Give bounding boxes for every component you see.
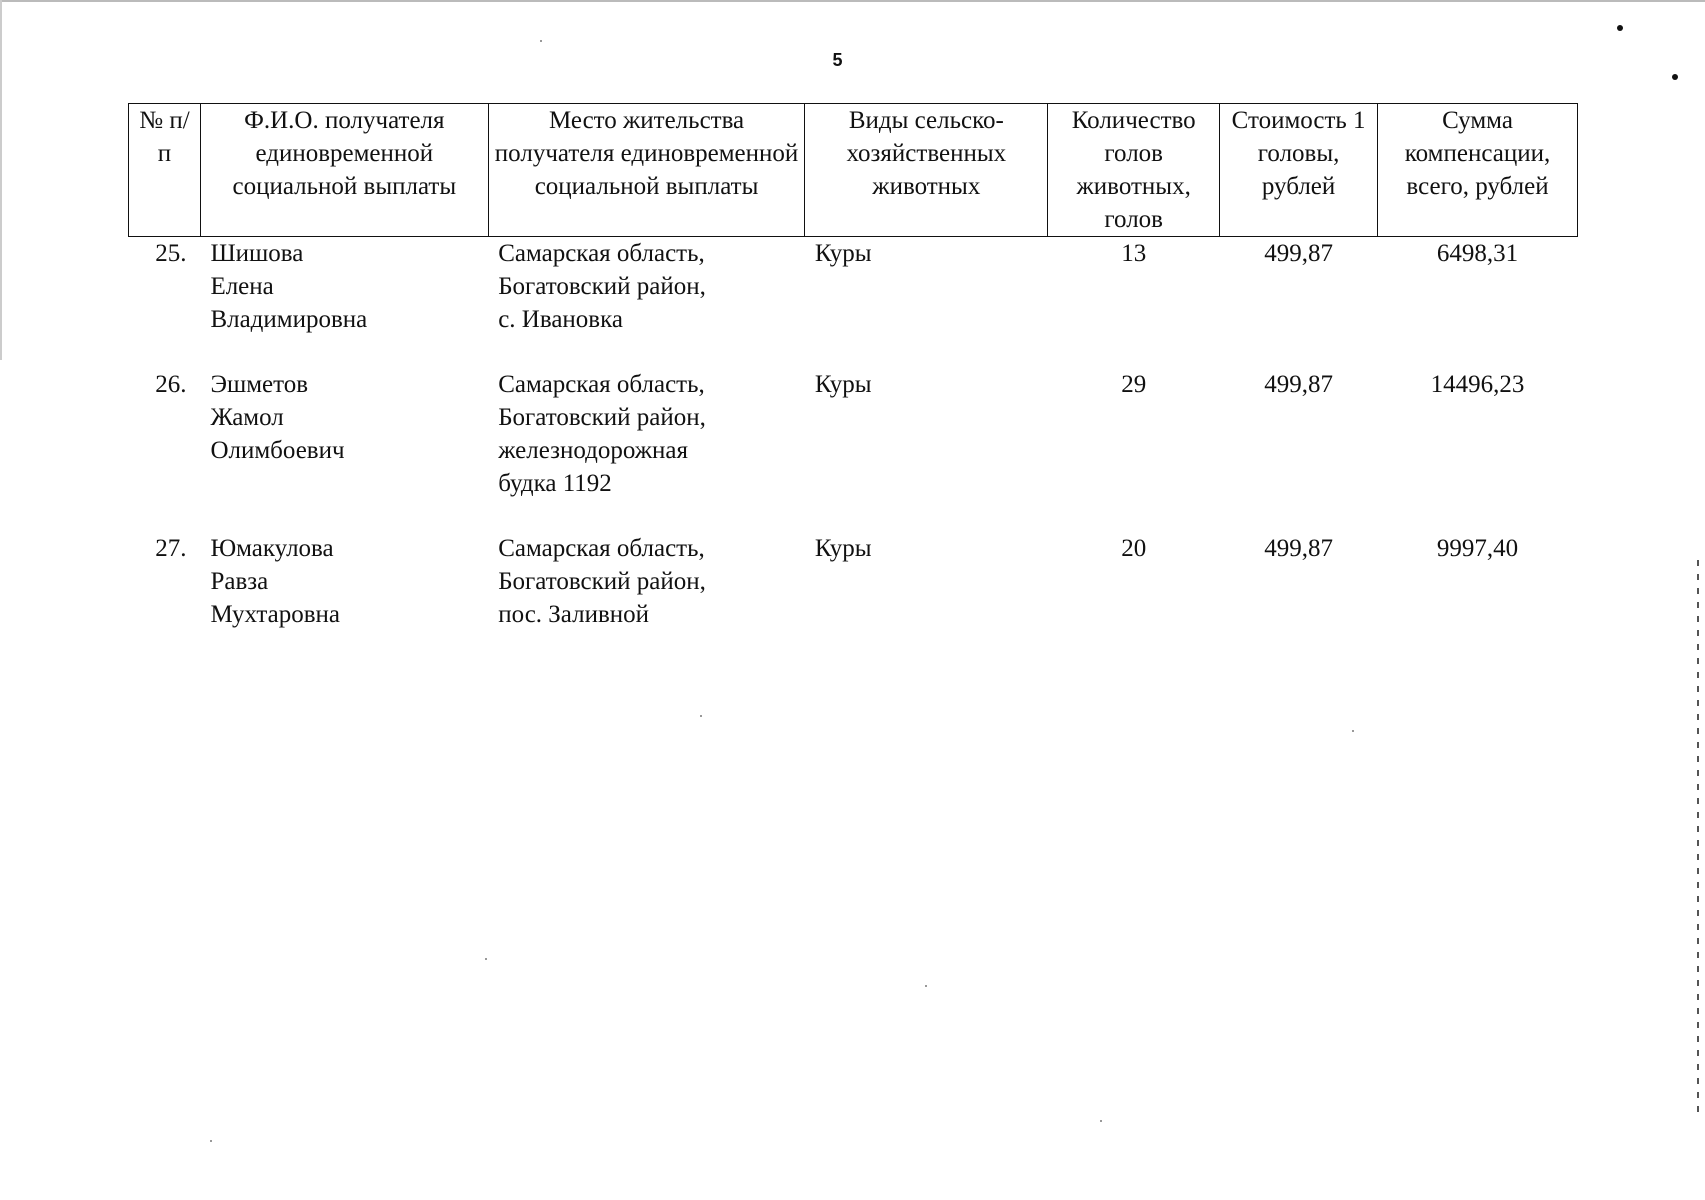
table-row bbox=[129, 368, 1578, 532]
residence-line: Богатовский район, bbox=[498, 568, 706, 595]
residence-line: железнодорожная bbox=[498, 437, 688, 464]
animal-kind: Куры bbox=[814, 535, 872, 562]
scan-dot bbox=[1672, 74, 1678, 80]
header-num: № п/п bbox=[129, 104, 201, 237]
scan-dot bbox=[1617, 25, 1623, 31]
recipient-name bbox=[200, 532, 488, 663]
compensation-sum: 6498,31 bbox=[1436, 240, 1519, 267]
residence-line: пос. Заливной bbox=[498, 601, 650, 628]
residence-line: Самарская область, bbox=[498, 371, 705, 398]
header-count: Количество голов животных, голов bbox=[1048, 104, 1220, 237]
compensation-sum: 14496,23 bbox=[1430, 371, 1525, 398]
animal-count: 13 bbox=[1121, 240, 1147, 267]
residence-line: Богатовский район, bbox=[498, 404, 706, 431]
residence-line: с. Ивановка bbox=[498, 306, 623, 333]
scan-speck bbox=[1352, 730, 1354, 732]
header-kind: Виды сельско-хозяйственных животных bbox=[805, 104, 1048, 237]
animal-count: 29 bbox=[1121, 371, 1147, 398]
name-line: Елена bbox=[210, 273, 274, 300]
unit-price: 499,87 bbox=[1264, 535, 1333, 562]
recipient-name bbox=[200, 237, 488, 369]
compensation-sum: 9997,40 bbox=[1436, 535, 1519, 562]
name-line: Олимбоевич bbox=[210, 437, 345, 464]
animal-kind: Куры bbox=[814, 371, 872, 398]
table-row bbox=[129, 532, 1578, 663]
name-line: Владимировна bbox=[210, 306, 368, 333]
table-header-row bbox=[129, 104, 1578, 237]
scan-speck bbox=[210, 1140, 212, 1142]
residence bbox=[488, 532, 805, 663]
table-row bbox=[129, 237, 1578, 369]
residence-line: Богатовский район, bbox=[498, 273, 706, 300]
name-line: Мухтаровна bbox=[210, 601, 341, 628]
scan-edge bbox=[1697, 560, 1699, 1120]
scan-speck bbox=[540, 40, 542, 42]
scan-speck bbox=[925, 985, 927, 987]
name-line: Жамол bbox=[210, 404, 284, 431]
name-line: Шишова bbox=[210, 240, 304, 267]
unit-price: 499,87 bbox=[1264, 371, 1333, 398]
scan-speck bbox=[1100, 1120, 1102, 1122]
scan-speck bbox=[700, 715, 702, 717]
name-line: Эшметов bbox=[210, 371, 309, 398]
header-place: Место жительства получателя единовременной социальной выплаты bbox=[488, 104, 805, 237]
row-number: 27. bbox=[155, 535, 187, 562]
header-price: Стоимость 1 головы, рублей bbox=[1220, 104, 1378, 237]
residence bbox=[488, 368, 805, 532]
scan-edge bbox=[0, 0, 1705, 2]
residence bbox=[488, 237, 805, 369]
header-sum: Сумма компенсации, всего, рублей bbox=[1378, 104, 1578, 237]
residence-line: Самарская область, bbox=[498, 240, 705, 267]
recipient-name bbox=[200, 368, 488, 532]
residence-line: Самарская область, bbox=[498, 535, 705, 562]
row-number: 25. bbox=[155, 240, 187, 267]
unit-price: 499,87 bbox=[1264, 240, 1333, 267]
compensation-table bbox=[128, 103, 1578, 663]
row-number: 26. bbox=[155, 371, 187, 398]
animal-kind: Куры bbox=[814, 240, 872, 267]
name-line: Равза bbox=[210, 568, 269, 595]
name-line: Юмакулова bbox=[210, 535, 334, 562]
animal-count: 20 bbox=[1121, 535, 1147, 562]
page-number: 5 bbox=[832, 50, 843, 70]
residence-line: будка 1192 bbox=[498, 470, 612, 497]
header-name: Ф.И.О. получателя единовременной социальной выплаты bbox=[200, 104, 488, 237]
scan-speck bbox=[485, 958, 487, 960]
